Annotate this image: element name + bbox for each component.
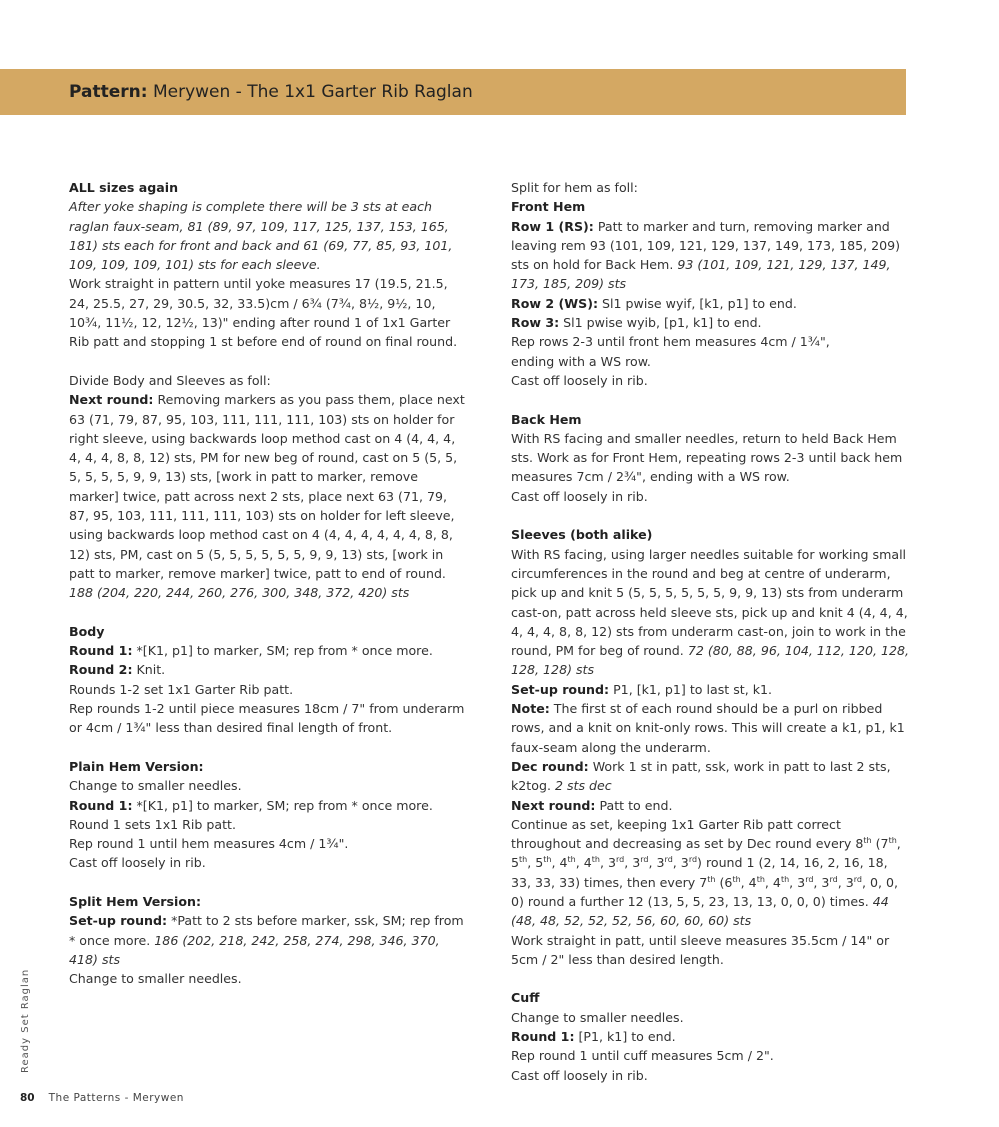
cuff-heading: Cuff [511, 990, 540, 1006]
all-sizes-text: Work straight in pattern until yoke measures 17 (19.5, 21.5, 24, 25.5, 27, 29, 30.5, 32, 33.5)cm / 6¾ (7¾, 8½, 9½, 10, 10¾, 11½, 12, 12½, 13)" ending after round 1 of 1x1 Garter Rib patt and stopping 1 st before end of round on final round. [69, 276, 458, 350]
plain-hem-line-1: Change to smaller needles. [69, 778, 242, 794]
split-intro: Split for hem as foll: [511, 180, 638, 195]
body-round-1: Round 1: *[K1, p1] to marker, SM; rep from * once more. [69, 643, 433, 659]
sleeves-setup-round: Set-up round: P1, [k1, p1] to last st, k1. [511, 681, 773, 697]
front-hem-line-5: ending with a WS row. [511, 353, 651, 369]
cuff-round-1: Round 1: [P1, k1] to end. [511, 1029, 676, 1045]
sleeves-work-straight: Work straight in patt, until sleeve measures 35.5cm / 14" or 5cm / 2" less than desired length. [511, 932, 890, 967]
divide-intro: Divide Body and Sleeves as foll: [69, 372, 271, 388]
front-hem-line-4: Rep rows 2-3 until front hem measures 4cm / 1¾", [511, 334, 830, 350]
plain-hem-line-3: Round 1 sets 1x1 Rib patt. [69, 816, 236, 832]
back-hem-line-2: Cast off loosely in rib. [511, 488, 648, 504]
sleeves-note: Note: The first st of each round should be a purl on ribbed rows, and a knit on knit-only rows. This will create a k1, p1, k1 faux-seam along the underarm. [511, 701, 905, 755]
footer [20, 1092, 184, 1104]
body-line-3: Rounds 1-2 set 1x1 Garter Rib patt. [69, 681, 294, 697]
body-line-4: Rep rounds 1-2 until piece measures 18cm / 7" from underarm or 4cm / 1¾" less than desired final length of front. [69, 701, 465, 736]
plain-hem-round-1: Round 1: *[K1, p1] to marker, SM; rep from * once more. [69, 797, 433, 813]
front-hem-line-6: Cast off loosely in rib. [511, 372, 648, 388]
right-column [511, 178, 911, 1085]
page-number: 80 [20, 1092, 35, 1104]
cuff-line-3: Rep round 1 until cuff measures 5cm / 2". [511, 1048, 774, 1064]
plain-hem-line-5: Cast off loosely in rib. [69, 855, 206, 871]
sleeves-heading: Sleeves (both alike) [511, 527, 653, 543]
split-hem-setup-round: Set-up round: *Patt to 2 sts before marker, ssk, SM; rep from * once more. 186 (202, 218, 242, 258, 274, 298, 346, 370, 418) sts [69, 913, 464, 967]
cuff-line-1: Change to smaller needles. [511, 1009, 684, 1025]
all-sizes-heading: ALL sizes again [69, 180, 179, 195]
back-hem-heading: Back Hem [511, 411, 582, 427]
plain-hem-heading: Plain Hem Version: [69, 758, 204, 774]
divide-count: 188 (204, 220, 244, 260, 276, 300, 348, 372, 420) sts [69, 585, 410, 601]
sleeves-next-round: Next round: Patt to end. [511, 797, 673, 813]
left-column [69, 178, 469, 988]
plain-hem-line-4: Rep round 1 until hem measures 4cm / 1¾". [69, 836, 349, 852]
sleeves-continue: Continue as set, keeping 1x1 Garter Rib patt correct throughout and decreasing as set by Dec round every 8th (7th, 5th, 5th, 4th, 4th, 3rd, 3rd, 3rd, 3rd) round 1 (2, 14, 16, 2, 16, 18, 33, 33, 33) times, then every 7th (6th, 4th, 4th, 3rd, 3rd, 3rd, 0, 0, 0) round a further 12 (13, 5, 5, 23, 13, 13, 0, 0, 0) times. 44 (48, 48, 52, 52, 52, 56, 60, 60, 60) sts [511, 816, 901, 929]
all-sizes-italic: After yoke shaping is complete there will be 3 sts at each raglan faux-seam, 81 (89, 97, 109, 117, 125, 137, 153, 165, 181) sts each for front and back and 61 (69, 77, 85, 93, 101, 109, 109, 109, 101) sts for each sleeve. [69, 199, 453, 273]
back-hem-text: With RS facing and smaller needles, return to held Back Hem sts. Work as for Front Hem, repeating rows 2-3 until back hem measures 7cm / 2¾", ending with a WS row. [511, 430, 903, 485]
sleeves-dec-round: Dec round: Work 1 st in patt, ssk, work in patt to last 2 sts, k2tog. 2 sts dec [511, 758, 891, 794]
front-hem-row-3: Row 3: Sl1 pwise wyib, [p1, k1] to end. [511, 315, 762, 331]
front-hem-row-2: Row 2 (WS): Sl1 pwise wyif, [k1, p1] to end. [511, 295, 797, 311]
body-heading: Body [69, 623, 105, 639]
pattern-label: Pattern: [69, 82, 148, 102]
side-running-title: Ready Set Raglan [20, 968, 31, 1073]
front-hem-row-1: Row 1 (RS): Patt to marker and turn, removing marker and leaving rem 93 (101, 109, 121, 129, 137, 149, 173, 185, 209) sts on hold for Back Hem. 93 (101, 109, 121, 129, 137, 149, 173, 185, 209) sts [511, 218, 901, 292]
page-title [69, 80, 473, 104]
cuff-line-4: Cast off loosely in rib. [511, 1067, 648, 1083]
pattern-name: Merywen - The 1x1 Garter Rib Raglan [147, 82, 473, 102]
split-hem-heading: Split Hem Version: [69, 893, 201, 909]
front-hem-heading: Front Hem [511, 199, 586, 215]
sleeves-text: With RS facing, using larger needles suitable for working small circumferences in the round and beg at centre of underarm, pick up and knit 5 (5, 5, 5, 5, 5, 5, 9, 9, 13) sts from underarm cast-on, patt across held sleeve sts, pick up and knit 4 (4, 4, 4, 4, 4, 4, 8, 8, 12) sts from underarm cast-on, join to work in the round, PM for beg of round. 72 (80, 88, 96, 104, 112, 120, 128, 128, 128) sts [511, 546, 910, 678]
footer-title: The Patterns - Merywen [48, 1092, 184, 1104]
body-round-2: Round 2: Knit. [69, 662, 166, 678]
split-hem-line-2: Change to smaller needles. [69, 971, 242, 987]
divide-next-round: Next round: Removing markers as you pass them, place next 63 (71, 79, 87, 95, 103, 111, 111, 111, 103) sts on holder for right sleeve, using backwards loop method cast on 4 (4, 4, 4, 4, 4, 4, 8, 8, 12) sts, PM for new beg of round, cast on 5 (5, 5, 5, 5, 5, 5, 9, 9, 13) sts, [work in patt to marker, remove marker] twice, patt across next 2 sts, place next 63 (71, 79, 87, 95, 103, 111, 111, 111, 103) sts on holder for left sleeve, using backwards loop method cast on 4 (4, 4, 4, 4, 4, 4, 8, 8, 12) sts, PM, cast on 5 (5, 5, 5, 5, 5, 5, 9, 9, 13) sts, [work in patt to marker, remove marker] twice, patt to end of round. [69, 392, 465, 581]
